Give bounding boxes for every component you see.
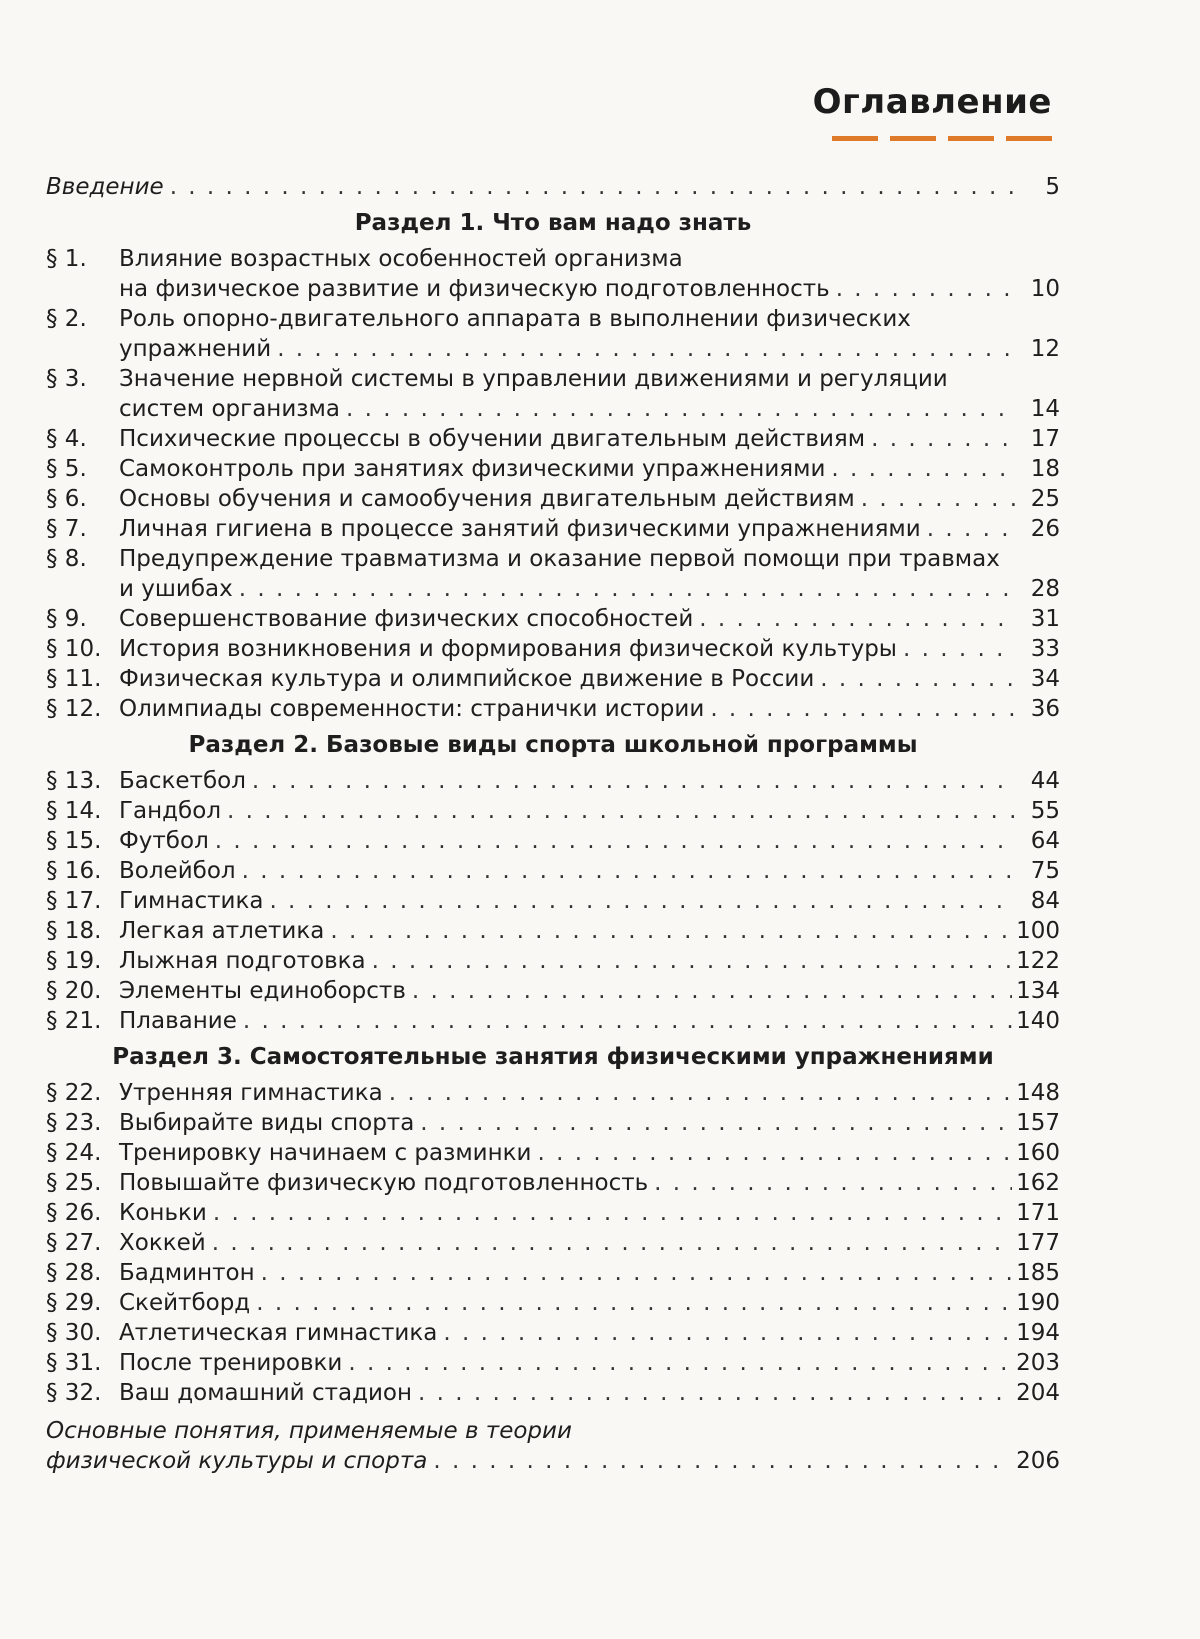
glossary-page: 206	[1016, 1448, 1060, 1474]
dot-leader	[420, 1108, 1012, 1138]
entry-title: Основы обучения и самообучения двигательным действиям	[119, 486, 855, 512]
toc-entry[interactable]	[46, 856, 1060, 886]
paragraph-number: § 27.	[46, 1230, 102, 1256]
toc-entry[interactable]	[46, 694, 1060, 724]
paragraph-number: § 8.	[46, 546, 87, 572]
dot-leader	[710, 694, 1016, 724]
entry-title: История возникновения и формирования физической культуры	[119, 636, 897, 662]
toc-entry[interactable]	[46, 826, 1060, 856]
toc-entry[interactable]	[46, 766, 1060, 796]
entry-title: Олимпиады современности: странички истории	[119, 696, 705, 722]
entry-page: 122	[1016, 948, 1060, 974]
entry-title: Тренировку начинаем с разминки	[119, 1140, 532, 1166]
dot-leader	[418, 1378, 1012, 1408]
entry-title: упражнений	[119, 336, 272, 362]
toc-entry[interactable]	[46, 796, 1060, 826]
paragraph-number: § 1.	[46, 246, 87, 272]
toc-entry[interactable]	[46, 514, 1060, 544]
entry-page: 204	[1016, 1380, 1060, 1406]
entry-title: Скейтборд	[119, 1290, 251, 1316]
paragraph-number: § 16.	[46, 858, 102, 884]
toc-entry[interactable]	[46, 544, 1060, 604]
paragraph-number: § 30.	[46, 1320, 102, 1346]
toc-entry[interactable]	[46, 1006, 1060, 1036]
paragraph-number: § 20.	[46, 978, 102, 1004]
paragraph-number: § 4.	[46, 426, 87, 452]
entry-title: Атлетическая гимнастика	[119, 1320, 438, 1346]
paragraph-number: § 9.	[46, 606, 87, 632]
toc-entry-glossary[interactable]	[46, 1416, 1060, 1476]
dot-leader	[330, 916, 1012, 946]
dot-leader	[538, 1138, 1013, 1168]
entry-title: Утренняя гимнастика	[119, 1080, 383, 1106]
entry-title: Выбирайте виды спорта	[119, 1110, 415, 1136]
paragraph-number: § 15.	[46, 828, 102, 854]
toc-entry[interactable]	[46, 1198, 1060, 1228]
dot-leader	[903, 634, 1016, 664]
dot-leader	[277, 334, 1016, 364]
entry-page: 25	[1030, 486, 1060, 512]
dot-leader	[261, 1258, 1012, 1288]
dot-leader	[433, 1446, 1012, 1476]
toc-entry[interactable]	[46, 1348, 1060, 1378]
toc-entry[interactable]	[46, 364, 1060, 424]
toc-entry[interactable]	[46, 1138, 1060, 1168]
toc-entry[interactable]	[46, 454, 1060, 484]
toc-entry[interactable]	[46, 424, 1060, 454]
entry-title: и ушибах	[119, 576, 233, 602]
entry-page: 84	[1030, 888, 1060, 914]
entry-page: 160	[1016, 1140, 1060, 1166]
entry-page: 31	[1030, 606, 1060, 632]
entry-title: Элементы единоборств	[119, 978, 406, 1004]
entry-page: 44	[1030, 768, 1060, 794]
toc-entry[interactable]	[46, 976, 1060, 1006]
paragraph-number: § 12.	[46, 696, 102, 722]
dot-leader	[346, 394, 1016, 424]
entry-title: Футбол	[119, 828, 209, 854]
paragraph-number: § 21.	[46, 1008, 102, 1034]
entry-page: 33	[1030, 636, 1060, 662]
paragraph-number: § 32.	[46, 1380, 102, 1406]
entry-title: Значение нервной системы в управлении движениями и регуляции	[119, 366, 948, 392]
dot-leader	[836, 274, 1016, 304]
entry-page: 17	[1030, 426, 1060, 452]
toc-entry[interactable]	[46, 1078, 1060, 1108]
dot-leader	[215, 826, 1016, 856]
entry-page: 10	[1030, 276, 1060, 302]
entry-page: 148	[1016, 1080, 1060, 1106]
underline-dash	[890, 136, 936, 141]
paragraph-number: § 22.	[46, 1080, 102, 1106]
dot-leader	[239, 574, 1016, 604]
dot-leader	[212, 1228, 1012, 1258]
toc-entry-intro[interactable]	[46, 172, 1060, 202]
dot-leader	[242, 856, 1016, 886]
paragraph-number: § 13.	[46, 768, 102, 794]
entry-page: 185	[1016, 1260, 1060, 1286]
entry-title: Психические процессы в обучении двигательным действиям	[119, 426, 866, 452]
dot-leader	[269, 886, 1016, 916]
paragraph-number: § 25.	[46, 1170, 102, 1196]
entry-title: Хоккей	[119, 1230, 206, 1256]
entry-title: Самоконтроль при занятиях физическими упражнениями	[119, 456, 826, 482]
entry-page: 157	[1016, 1110, 1060, 1136]
section-heading: Раздел 3. Самостоятельные занятия физическими упражнениями	[112, 1044, 994, 1070]
entry-page: 100	[1016, 918, 1060, 944]
toc-entry[interactable]	[46, 634, 1060, 664]
paragraph-number: § 11.	[46, 666, 102, 692]
title-block	[813, 82, 1052, 142]
entry-title: Бадминтон	[119, 1260, 255, 1286]
section-heading: Раздел 1. Что вам надо знать	[354, 210, 752, 236]
dot-leader	[831, 454, 1016, 484]
toc-entry[interactable]	[46, 946, 1060, 976]
underline-dash	[948, 136, 994, 141]
entry-title: Личная гигиена в процессе занятий физическими упражнениями	[119, 516, 921, 542]
dot-leader	[252, 766, 1016, 796]
paragraph-number: § 3.	[46, 366, 87, 392]
underline-dash	[1006, 136, 1052, 141]
toc-entry[interactable]	[46, 1168, 1060, 1198]
entry-title: Гимнастика	[119, 888, 264, 914]
entry-page: 18	[1030, 456, 1060, 482]
toc-entry[interactable]	[46, 916, 1060, 946]
paragraph-number: § 10.	[46, 636, 102, 662]
entry-page: 26	[1030, 516, 1060, 542]
entry-title: Гандбол	[119, 798, 222, 824]
toc-entry[interactable]	[46, 304, 1060, 364]
entry-page: 134	[1016, 978, 1060, 1004]
toc-entry[interactable]	[46, 604, 1060, 634]
dot-leader	[443, 1318, 1012, 1348]
page-title: Оглавление	[812, 82, 1052, 122]
title-underline	[813, 136, 1052, 142]
entry-title: Физическая культура и олимпийское движение в России	[119, 666, 815, 692]
sections	[46, 208, 1060, 1408]
entry-page: 36	[1030, 696, 1060, 722]
entry-page: 12	[1030, 336, 1060, 362]
entry-page: 34	[1030, 666, 1060, 692]
glossary-line: физической культуры и спорта	[46, 1448, 428, 1474]
dot-leader	[372, 946, 1012, 976]
dot-leader	[412, 976, 1012, 1006]
entry-title: Баскетбол	[119, 768, 246, 794]
section-heading: Раздел 2. Базовые виды спорта школьной программы	[188, 732, 918, 758]
entry-page: 55	[1030, 798, 1060, 824]
toc-entry[interactable]	[46, 1228, 1060, 1258]
dot-leader	[243, 1006, 1012, 1036]
entry-page: 140	[1016, 1008, 1060, 1034]
entry-page: 28	[1030, 576, 1060, 602]
dot-leader	[170, 172, 1016, 202]
entry-title: Плавание	[119, 1008, 237, 1034]
entry-title: После тренировки	[119, 1350, 343, 1376]
entry-page: 14	[1030, 396, 1060, 422]
glossary-line: Основные понятия, применяемые в теории	[46, 1418, 572, 1444]
toc-entry[interactable]	[46, 1378, 1060, 1408]
dot-leader	[213, 1198, 1012, 1228]
dot-leader	[871, 424, 1016, 454]
entry-page: 190	[1016, 1290, 1060, 1316]
entry-title: Ваш домашний стадион	[119, 1380, 413, 1406]
entry-title: Легкая атлетика	[119, 918, 325, 944]
toc-entry[interactable]	[46, 484, 1060, 514]
entry-page: 64	[1030, 828, 1060, 854]
paragraph-number: § 19.	[46, 948, 102, 974]
dot-leader	[820, 664, 1016, 694]
toc-entry[interactable]	[46, 1288, 1060, 1318]
toc-entry[interactable]	[46, 1108, 1060, 1138]
dot-leader	[654, 1168, 1012, 1198]
paragraph-number: § 6.	[46, 486, 87, 512]
paragraph-number: § 14.	[46, 798, 102, 824]
toc-entry[interactable]	[46, 664, 1060, 694]
entry-title: систем организма	[119, 396, 340, 422]
entry-title: Повышайте физическую подготовленность	[119, 1170, 649, 1196]
intro-page: 5	[1045, 174, 1060, 200]
paragraph-number: § 5.	[46, 456, 87, 482]
paragraph-number: § 7.	[46, 516, 87, 542]
entry-title: Роль опорно-двигательного аппарата в выполнении физических	[119, 306, 911, 332]
underline-dash	[832, 136, 878, 141]
entry-page: 75	[1030, 858, 1060, 884]
paragraph-number: § 2.	[46, 306, 87, 332]
dot-leader	[699, 604, 1016, 634]
dot-leader	[256, 1288, 1012, 1318]
entry-title: Коньки	[119, 1200, 207, 1226]
intro-label: Введение	[46, 174, 164, 200]
entry-title: Предупреждение травматизма и оказание первой помощи при травмах	[119, 546, 1000, 572]
entry-page: 171	[1016, 1200, 1060, 1226]
paragraph-number: § 31.	[46, 1350, 102, 1376]
entry-title: Волейбол	[119, 858, 236, 884]
paragraph-number: § 28.	[46, 1260, 102, 1286]
entry-page: 162	[1016, 1170, 1060, 1196]
entry-page: 203	[1016, 1350, 1060, 1376]
toc-entry[interactable]	[46, 1258, 1060, 1288]
paragraph-number: § 26.	[46, 1200, 102, 1226]
paragraph-number: § 18.	[46, 918, 102, 944]
toc-entry[interactable]	[46, 244, 1060, 304]
dot-leader	[227, 796, 1016, 826]
paragraph-number: § 23.	[46, 1110, 102, 1136]
paragraph-number: § 24.	[46, 1140, 102, 1166]
entry-title: Совершенствование физических способностей	[119, 606, 694, 632]
dot-leader	[861, 484, 1016, 514]
entry-title: на физическое развитие и физическую подготовленность	[119, 276, 830, 302]
table-of-contents	[46, 172, 1060, 1476]
entry-title: Лыжная подготовка	[119, 948, 366, 974]
dot-leader	[389, 1078, 1012, 1108]
entry-title: Влияние возрастных особенностей организма	[119, 246, 683, 272]
dot-leader	[927, 514, 1016, 544]
paragraph-number: § 17.	[46, 888, 102, 914]
toc-entry[interactable]	[46, 886, 1060, 916]
dot-leader	[348, 1348, 1012, 1378]
paragraph-number: § 29.	[46, 1290, 102, 1316]
entry-page: 194	[1016, 1320, 1060, 1346]
entry-page: 177	[1016, 1230, 1060, 1256]
toc-entry[interactable]	[46, 1318, 1060, 1348]
